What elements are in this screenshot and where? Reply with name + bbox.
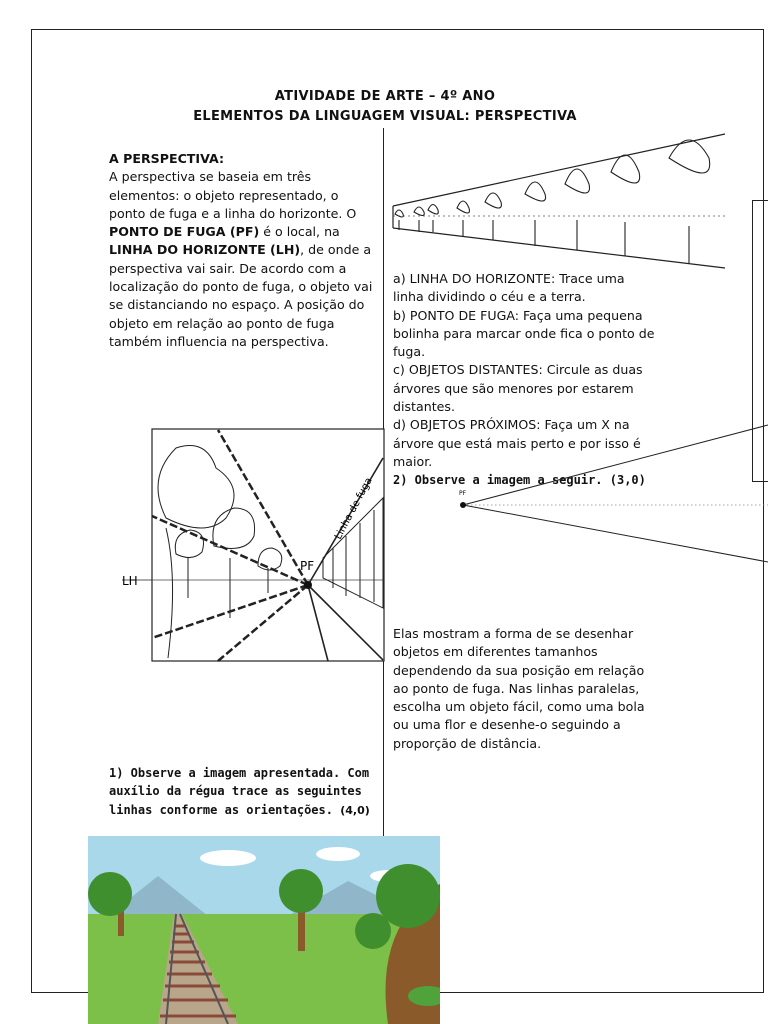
vanishing-lines-diagram: [440, 410, 768, 580]
step-d: d) OBJETOS PRÓXIMOS: Faça um X na árvore que está mais perto e por isso é maior.: [393, 417, 641, 469]
question-2: 2) Observe a imagem a seguir. (3,0): [393, 473, 646, 488]
step-c: c) OBJETOS DISTANTES: Circule as duas árvores que são menores por estarem distantes.: [393, 362, 643, 415]
railway-illustration: [88, 836, 440, 1024]
intro-heading: A PERSPECTIVA:: [109, 151, 224, 166]
intro-text-c: , de onde a perspectiva vai sair. De acordo com a localização do ponto de fuga, o objeto vai se distanciando no espaço. A posição do objeto em relação ao ponto de fuga também influencia na perspectiva.: [109, 242, 373, 349]
step-b: b) PONTO DE FUGA: Faça uma pequena bolinha para marcar onde fica o ponto de fuga.: [393, 307, 655, 360]
paragraph-2: Elas mostram a forma de se desenhar objetos em diferentes tamanhos dependendo da sua posição em relação ao ponto de fuga. Nas linhas paralelas, escolha um objeto fácil, como uma bola ou uma flor e desenhe-o seguindo a proporção de distância.: [393, 626, 645, 751]
vanishing-point-dot: [460, 502, 466, 508]
pf-term: PONTO DE FUGA (PF): [109, 224, 260, 240]
lh-label: LH: [122, 574, 138, 588]
page-title: ATIVIDADE DE ARTE – 4º ANO: [274, 89, 496, 104]
question-1-score: (4,0): [340, 803, 370, 817]
street-perspective-diagram: [118, 428, 386, 664]
trees-perspective-illustration: [385, 128, 768, 270]
pf-point: [304, 581, 312, 589]
intro-text: [109, 150, 377, 351]
intro-text-a: A perspectiva se baseia em três elementos: o objeto representado, o ponto de fuga e a linha do horizonte. O: [109, 169, 357, 221]
lh-term: LINHA DO HORIZONTE (LH): [109, 242, 301, 258]
fuga-label: Linha de fuga: [332, 475, 375, 542]
question-1: [109, 764, 371, 820]
small-pf-label: PF: [459, 490, 467, 497]
page-subtitle: ELEMENTOS DA LINGUAGEM VISUAL: PERSPECTIVA: [193, 109, 577, 124]
intro-text-b: é o local, na: [259, 224, 340, 240]
step-a: a) LINHA DO HORIZONTE: Trace uma linha dividindo o céu e a terra.: [393, 271, 625, 305]
question-1-text: 1) Observe a imagem apresentada. Com auxílio da régua trace as seguintes linhas conforme as orientações.: [109, 766, 370, 817]
pf-label: PF: [300, 559, 315, 573]
